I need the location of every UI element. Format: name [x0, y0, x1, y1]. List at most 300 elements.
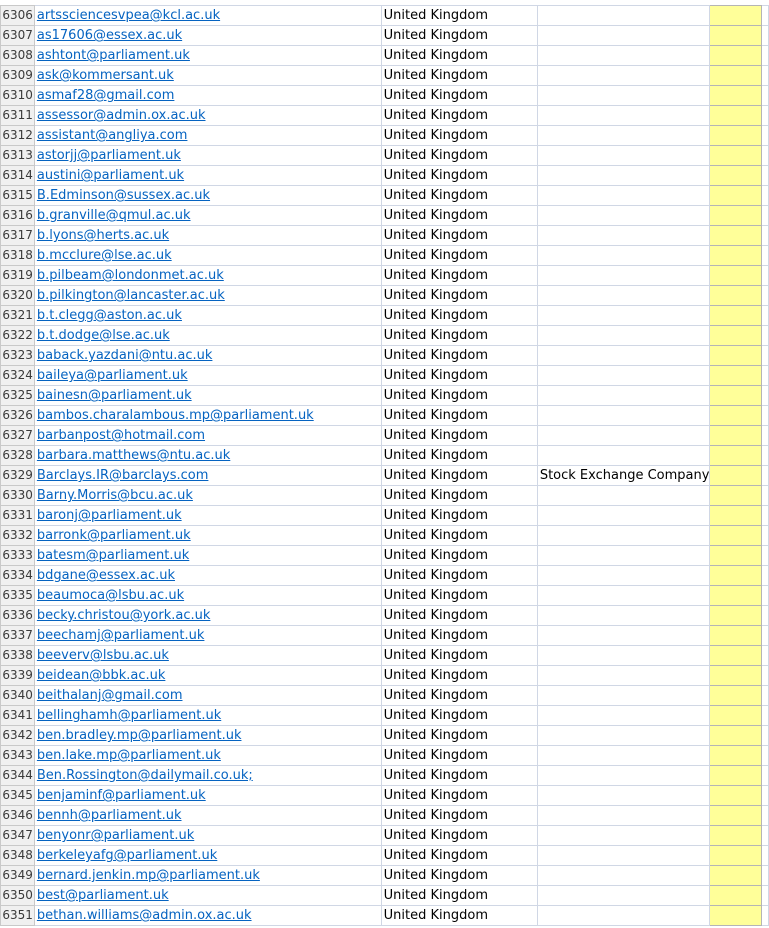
highlighted-cell[interactable] [710, 526, 762, 546]
highlighted-cell[interactable] [710, 546, 762, 566]
email-cell[interactable] [34, 26, 381, 46]
row-header[interactable]: 6316 [1, 206, 35, 226]
category-cell[interactable] [537, 226, 710, 246]
empty-cell[interactable] [762, 266, 769, 286]
email-cell[interactable] [34, 686, 381, 706]
empty-cell[interactable] [762, 486, 769, 506]
highlighted-cell[interactable] [710, 566, 762, 586]
category-cell[interactable] [537, 366, 710, 386]
empty-cell[interactable] [762, 866, 769, 886]
category-cell[interactable] [537, 826, 710, 846]
empty-cell[interactable] [762, 886, 769, 906]
row-header[interactable]: 6335 [1, 586, 35, 606]
category-cell[interactable] [537, 206, 710, 226]
row-header[interactable]: 6327 [1, 426, 35, 446]
category-cell[interactable] [537, 726, 710, 746]
category-cell[interactable] [537, 426, 710, 446]
email-hyperlink[interactable]: ben.lake.mp@parliament.uk [36, 748, 221, 763]
row-header[interactable]: 6347 [1, 826, 35, 846]
highlighted-cell[interactable] [710, 146, 762, 166]
email-cell[interactable] [34, 286, 381, 306]
email-cell[interactable] [34, 246, 381, 266]
category-cell[interactable] [537, 506, 710, 526]
email-hyperlink[interactable]: ben.bradley.mp@parliament.uk [36, 728, 242, 743]
highlighted-cell[interactable] [710, 366, 762, 386]
row-header[interactable]: 6310 [1, 86, 35, 106]
category-cell[interactable] [537, 246, 710, 266]
row-header[interactable]: 6323 [1, 346, 35, 366]
highlighted-cell[interactable] [710, 646, 762, 666]
category-cell[interactable] [537, 146, 710, 166]
email-hyperlink[interactable]: b.lyons@herts.ac.uk [36, 228, 170, 243]
highlighted-cell[interactable] [710, 246, 762, 266]
country-cell[interactable]: United Kingdom [381, 206, 537, 226]
empty-cell[interactable] [762, 386, 769, 406]
row-header[interactable]: 6349 [1, 866, 35, 886]
highlighted-cell[interactable] [710, 426, 762, 446]
empty-cell[interactable] [762, 246, 769, 266]
row-header[interactable]: 6333 [1, 546, 35, 566]
row-header[interactable]: 6329 [1, 466, 35, 486]
email-cell[interactable] [34, 426, 381, 446]
email-cell[interactable] [34, 886, 381, 906]
category-cell[interactable] [537, 666, 710, 686]
country-cell[interactable]: United Kingdom [381, 706, 537, 726]
country-cell[interactable]: United Kingdom [381, 826, 537, 846]
category-cell[interactable] [537, 606, 710, 626]
category-cell[interactable] [537, 406, 710, 426]
row-header[interactable]: 6351 [1, 906, 35, 926]
category-cell[interactable] [537, 686, 710, 706]
empty-cell[interactable] [762, 86, 769, 106]
row-header[interactable]: 6324 [1, 366, 35, 386]
row-header[interactable]: 6319 [1, 266, 35, 286]
email-cell[interactable] [34, 526, 381, 546]
country-cell[interactable]: United Kingdom [381, 266, 537, 286]
empty-cell[interactable] [762, 466, 769, 486]
empty-cell[interactable] [762, 546, 769, 566]
country-cell[interactable]: United Kingdom [381, 446, 537, 466]
email-cell[interactable] [34, 566, 381, 586]
empty-cell[interactable] [762, 106, 769, 126]
email-hyperlink[interactable]: austini@parliament.uk [36, 168, 185, 183]
highlighted-cell[interactable] [710, 826, 762, 846]
email-hyperlink[interactable]: bdgane@essex.ac.uk [36, 568, 176, 583]
category-cell[interactable] [537, 186, 710, 206]
row-header[interactable]: 6311 [1, 106, 35, 126]
highlighted-cell[interactable] [710, 346, 762, 366]
email-cell[interactable] [34, 866, 381, 886]
empty-cell[interactable] [762, 446, 769, 466]
highlighted-cell[interactable] [710, 866, 762, 886]
email-cell[interactable] [34, 666, 381, 686]
email-hyperlink[interactable]: barronk@parliament.uk [36, 528, 191, 543]
empty-cell[interactable] [762, 406, 769, 426]
country-cell[interactable]: United Kingdom [381, 586, 537, 606]
email-cell[interactable] [34, 346, 381, 366]
email-cell[interactable] [34, 146, 381, 166]
email-hyperlink[interactable]: batesm@parliament.uk [36, 548, 190, 563]
email-hyperlink[interactable]: b.pilkington@lancaster.ac.uk [36, 288, 225, 303]
country-cell[interactable]: United Kingdom [381, 786, 537, 806]
row-header[interactable]: 6345 [1, 786, 35, 806]
category-cell[interactable] [537, 166, 710, 186]
row-header[interactable]: 6348 [1, 846, 35, 866]
highlighted-cell[interactable] [710, 326, 762, 346]
row-header[interactable]: 6346 [1, 806, 35, 826]
category-cell[interactable] [537, 326, 710, 346]
empty-cell[interactable] [762, 46, 769, 66]
email-hyperlink[interactable]: Barny.Morris@bcu.ac.uk [36, 488, 193, 503]
country-cell[interactable]: United Kingdom [381, 806, 537, 826]
email-hyperlink[interactable]: ashtont@parliament.uk [36, 48, 190, 63]
empty-cell[interactable] [762, 666, 769, 686]
country-cell[interactable]: United Kingdom [381, 106, 537, 126]
highlighted-cell[interactable] [710, 906, 762, 926]
email-hyperlink[interactable]: b.t.dodge@lse.ac.uk [36, 328, 170, 343]
country-cell[interactable]: United Kingdom [381, 226, 537, 246]
highlighted-cell[interactable] [710, 806, 762, 826]
highlighted-cell[interactable] [710, 746, 762, 766]
empty-cell[interactable] [762, 626, 769, 646]
highlighted-cell[interactable] [710, 506, 762, 526]
country-cell[interactable]: United Kingdom [381, 566, 537, 586]
email-cell[interactable] [34, 446, 381, 466]
email-cell[interactable] [34, 226, 381, 246]
empty-cell[interactable] [762, 66, 769, 86]
email-cell[interactable] [34, 826, 381, 846]
country-cell[interactable]: United Kingdom [381, 6, 537, 26]
country-cell[interactable]: United Kingdom [381, 66, 537, 86]
email-hyperlink[interactable]: artssciencesvpea@kcl.ac.uk [36, 8, 221, 23]
empty-cell[interactable] [762, 506, 769, 526]
category-cell[interactable] [537, 46, 710, 66]
email-cell[interactable] [34, 626, 381, 646]
email-hyperlink[interactable]: astorjj@parliament.uk [36, 148, 181, 163]
empty-cell[interactable] [762, 226, 769, 246]
country-cell[interactable]: United Kingdom [381, 46, 537, 66]
category-cell[interactable] [537, 906, 710, 926]
highlighted-cell[interactable] [710, 286, 762, 306]
email-hyperlink[interactable]: baileya@parliament.uk [36, 368, 188, 383]
empty-cell[interactable] [762, 826, 769, 846]
highlighted-cell[interactable] [710, 66, 762, 86]
email-hyperlink[interactable]: bennh@parliament.uk [36, 808, 182, 823]
email-cell[interactable] [34, 66, 381, 86]
highlighted-cell[interactable] [710, 206, 762, 226]
country-cell[interactable]: United Kingdom [381, 686, 537, 706]
email-hyperlink[interactable]: Barclays.IR@barclays.com [36, 468, 209, 483]
email-cell[interactable] [34, 646, 381, 666]
empty-cell[interactable] [762, 686, 769, 706]
row-header[interactable]: 6338 [1, 646, 35, 666]
email-hyperlink[interactable]: as17606@essex.ac.uk [36, 28, 183, 43]
country-cell[interactable]: United Kingdom [381, 666, 537, 686]
email-hyperlink[interactable]: bellinghamh@parliament.uk [36, 708, 222, 723]
highlighted-cell[interactable] [710, 446, 762, 466]
country-cell[interactable]: United Kingdom [381, 846, 537, 866]
email-hyperlink[interactable]: assessor@admin.ox.ac.uk [36, 108, 206, 123]
empty-cell[interactable] [762, 186, 769, 206]
category-cell[interactable] [537, 746, 710, 766]
email-cell[interactable] [34, 406, 381, 426]
email-cell[interactable] [34, 846, 381, 866]
country-cell[interactable]: United Kingdom [381, 546, 537, 566]
row-header[interactable]: 6308 [1, 46, 35, 66]
row-header[interactable]: 6318 [1, 246, 35, 266]
email-hyperlink[interactable]: beechamj@parliament.uk [36, 628, 205, 643]
category-cell[interactable] [537, 626, 710, 646]
row-header[interactable]: 6315 [1, 186, 35, 206]
category-cell[interactable] [537, 806, 710, 826]
email-cell[interactable] [34, 86, 381, 106]
email-cell[interactable] [34, 6, 381, 26]
highlighted-cell[interactable] [710, 626, 762, 646]
row-header[interactable]: 6332 [1, 526, 35, 546]
country-cell[interactable]: United Kingdom [381, 726, 537, 746]
email-hyperlink[interactable]: benjaminf@parliament.uk [36, 788, 206, 803]
category-cell[interactable] [537, 706, 710, 726]
empty-cell[interactable] [762, 146, 769, 166]
country-cell[interactable]: United Kingdom [381, 906, 537, 926]
category-cell[interactable] [537, 646, 710, 666]
email-hyperlink[interactable]: barbara.matthews@ntu.ac.uk [36, 448, 231, 463]
country-cell[interactable]: United Kingdom [381, 526, 537, 546]
row-header[interactable]: 6321 [1, 306, 35, 326]
row-header[interactable]: 6326 [1, 406, 35, 426]
email-cell[interactable] [34, 746, 381, 766]
email-cell[interactable] [34, 466, 381, 486]
empty-cell[interactable] [762, 206, 769, 226]
email-hyperlink[interactable]: baronj@parliament.uk [36, 508, 182, 523]
email-cell[interactable] [34, 266, 381, 286]
highlighted-cell[interactable] [710, 706, 762, 726]
country-cell[interactable]: United Kingdom [381, 766, 537, 786]
email-cell[interactable] [34, 586, 381, 606]
highlighted-cell[interactable] [710, 606, 762, 626]
country-cell[interactable]: United Kingdom [381, 166, 537, 186]
empty-cell[interactable] [762, 566, 769, 586]
highlighted-cell[interactable] [710, 766, 762, 786]
highlighted-cell[interactable] [710, 846, 762, 866]
email-hyperlink[interactable]: b.mcclure@lse.ac.uk [36, 248, 172, 263]
row-header[interactable]: 6314 [1, 166, 35, 186]
email-cell[interactable] [34, 46, 381, 66]
email-hyperlink[interactable]: beidean@bbk.ac.uk [36, 668, 166, 683]
highlighted-cell[interactable] [710, 126, 762, 146]
category-cell[interactable] [537, 486, 710, 506]
email-hyperlink[interactable]: beithalanj@gmail.com [36, 688, 183, 703]
empty-cell[interactable] [762, 286, 769, 306]
country-cell[interactable]: United Kingdom [381, 246, 537, 266]
email-cell[interactable] [34, 726, 381, 746]
email-cell[interactable] [34, 806, 381, 826]
category-cell[interactable] [537, 866, 710, 886]
category-cell[interactable] [537, 446, 710, 466]
category-cell[interactable] [537, 306, 710, 326]
row-header[interactable]: 6344 [1, 766, 35, 786]
highlighted-cell[interactable] [710, 586, 762, 606]
empty-cell[interactable] [762, 166, 769, 186]
empty-cell[interactable] [762, 426, 769, 446]
category-cell[interactable] [537, 106, 710, 126]
category-cell[interactable] [537, 346, 710, 366]
email-hyperlink[interactable]: asmaf28@gmail.com [36, 88, 175, 103]
email-hyperlink[interactable]: bambos.charalambous.mp@parliament.uk [36, 408, 314, 423]
email-hyperlink[interactable]: b.t.clegg@aston.ac.uk [36, 308, 182, 323]
row-header[interactable]: 6312 [1, 126, 35, 146]
row-header[interactable]: 6350 [1, 886, 35, 906]
category-cell[interactable] [537, 126, 710, 146]
category-cell[interactable] [537, 86, 710, 106]
category-cell[interactable] [537, 26, 710, 46]
email-cell[interactable] [34, 126, 381, 146]
country-cell[interactable]: United Kingdom [381, 406, 537, 426]
empty-cell[interactable] [762, 746, 769, 766]
country-cell[interactable]: United Kingdom [381, 626, 537, 646]
email-cell[interactable] [34, 106, 381, 126]
country-cell[interactable]: United Kingdom [381, 506, 537, 526]
email-cell[interactable] [34, 206, 381, 226]
country-cell[interactable]: United Kingdom [381, 146, 537, 166]
highlighted-cell[interactable] [710, 726, 762, 746]
email-hyperlink[interactable]: ask@kommersant.uk [36, 68, 174, 83]
email-hyperlink[interactable]: becky.christou@york.ac.uk [36, 608, 211, 623]
row-header[interactable]: 6337 [1, 626, 35, 646]
highlighted-cell[interactable] [710, 46, 762, 66]
email-hyperlink[interactable]: bainesn@parliament.uk [36, 388, 192, 403]
email-hyperlink[interactable]: beeverv@lsbu.ac.uk [36, 648, 169, 663]
highlighted-cell[interactable] [710, 306, 762, 326]
empty-cell[interactable] [762, 606, 769, 626]
row-header[interactable]: 6307 [1, 26, 35, 46]
row-header[interactable]: 6330 [1, 486, 35, 506]
country-cell[interactable]: United Kingdom [381, 606, 537, 626]
empty-cell[interactable] [762, 26, 769, 46]
highlighted-cell[interactable] [710, 786, 762, 806]
country-cell[interactable]: United Kingdom [381, 306, 537, 326]
country-cell[interactable]: United Kingdom [381, 646, 537, 666]
empty-cell[interactable] [762, 726, 769, 746]
row-header[interactable]: 6309 [1, 66, 35, 86]
empty-cell[interactable] [762, 766, 769, 786]
email-hyperlink[interactable]: assistant@angliya.com [36, 128, 188, 143]
highlighted-cell[interactable] [710, 266, 762, 286]
email-hyperlink[interactable]: benyonr@parliament.uk [36, 828, 195, 843]
country-cell[interactable]: United Kingdom [381, 86, 537, 106]
row-header[interactable]: 6342 [1, 726, 35, 746]
category-cell[interactable] [537, 586, 710, 606]
empty-cell[interactable] [762, 346, 769, 366]
highlighted-cell[interactable] [710, 686, 762, 706]
empty-cell[interactable] [762, 526, 769, 546]
row-header[interactable]: 6320 [1, 286, 35, 306]
row-header[interactable]: 6341 [1, 706, 35, 726]
category-cell[interactable]: Stock Exchange Company [537, 466, 710, 486]
row-header[interactable]: 6328 [1, 446, 35, 466]
country-cell[interactable]: United Kingdom [381, 426, 537, 446]
category-cell[interactable] [537, 526, 710, 546]
empty-cell[interactable] [762, 906, 769, 926]
email-cell[interactable] [34, 326, 381, 346]
category-cell[interactable] [537, 846, 710, 866]
email-cell[interactable] [34, 186, 381, 206]
email-hyperlink[interactable]: beaumoca@lsbu.ac.uk [36, 588, 185, 603]
highlighted-cell[interactable] [710, 166, 762, 186]
highlighted-cell[interactable] [710, 226, 762, 246]
email-cell[interactable] [34, 606, 381, 626]
category-cell[interactable] [537, 546, 710, 566]
email-hyperlink[interactable]: b.granville@qmul.ac.uk [36, 208, 191, 223]
row-header[interactable]: 6306 [1, 6, 35, 26]
row-header[interactable]: 6340 [1, 686, 35, 706]
email-hyperlink[interactable]: best@parliament.uk [36, 888, 169, 903]
category-cell[interactable] [537, 286, 710, 306]
email-hyperlink[interactable]: bernard.jenkin.mp@parliament.uk [36, 868, 260, 883]
empty-cell[interactable] [762, 706, 769, 726]
highlighted-cell[interactable] [710, 486, 762, 506]
row-header[interactable]: 6322 [1, 326, 35, 346]
email-cell[interactable] [34, 166, 381, 186]
email-hyperlink[interactable]: berkeleyafg@parliament.uk [36, 848, 218, 863]
email-hyperlink[interactable]: Ben.Rossington@dailymail.co.uk; [36, 768, 253, 783]
email-cell[interactable] [34, 506, 381, 526]
email-hyperlink[interactable]: B.Edminson@sussex.ac.uk [36, 188, 211, 203]
country-cell[interactable]: United Kingdom [381, 746, 537, 766]
email-cell[interactable] [34, 906, 381, 926]
email-cell[interactable] [34, 306, 381, 326]
highlighted-cell[interactable] [710, 186, 762, 206]
email-cell[interactable] [34, 366, 381, 386]
highlighted-cell[interactable] [710, 86, 762, 106]
country-cell[interactable]: United Kingdom [381, 386, 537, 406]
email-cell[interactable] [34, 786, 381, 806]
category-cell[interactable] [537, 766, 710, 786]
category-cell[interactable] [537, 566, 710, 586]
highlighted-cell[interactable] [710, 666, 762, 686]
country-cell[interactable]: United Kingdom [381, 886, 537, 906]
row-header[interactable]: 6331 [1, 506, 35, 526]
email-hyperlink[interactable]: barbanpost@hotmail.com [36, 428, 206, 443]
email-cell[interactable] [34, 486, 381, 506]
empty-cell[interactable] [762, 366, 769, 386]
email-hyperlink[interactable]: baback.yazdani@ntu.ac.uk [36, 348, 213, 363]
email-cell[interactable] [34, 766, 381, 786]
row-header[interactable]: 6343 [1, 746, 35, 766]
email-cell[interactable] [34, 386, 381, 406]
row-header[interactable]: 6313 [1, 146, 35, 166]
country-cell[interactable]: United Kingdom [381, 326, 537, 346]
category-cell[interactable] [537, 66, 710, 86]
highlighted-cell[interactable] [710, 26, 762, 46]
empty-cell[interactable] [762, 6, 769, 26]
category-cell[interactable] [537, 266, 710, 286]
country-cell[interactable]: United Kingdom [381, 26, 537, 46]
empty-cell[interactable] [762, 586, 769, 606]
highlighted-cell[interactable] [710, 6, 762, 26]
row-header[interactable]: 6334 [1, 566, 35, 586]
empty-cell[interactable] [762, 326, 769, 346]
email-cell[interactable] [34, 546, 381, 566]
highlighted-cell[interactable] [710, 106, 762, 126]
category-cell[interactable] [537, 786, 710, 806]
country-cell[interactable]: United Kingdom [381, 126, 537, 146]
empty-cell[interactable] [762, 126, 769, 146]
highlighted-cell[interactable] [710, 406, 762, 426]
empty-cell[interactable] [762, 786, 769, 806]
row-header[interactable]: 6336 [1, 606, 35, 626]
country-cell[interactable]: United Kingdom [381, 366, 537, 386]
